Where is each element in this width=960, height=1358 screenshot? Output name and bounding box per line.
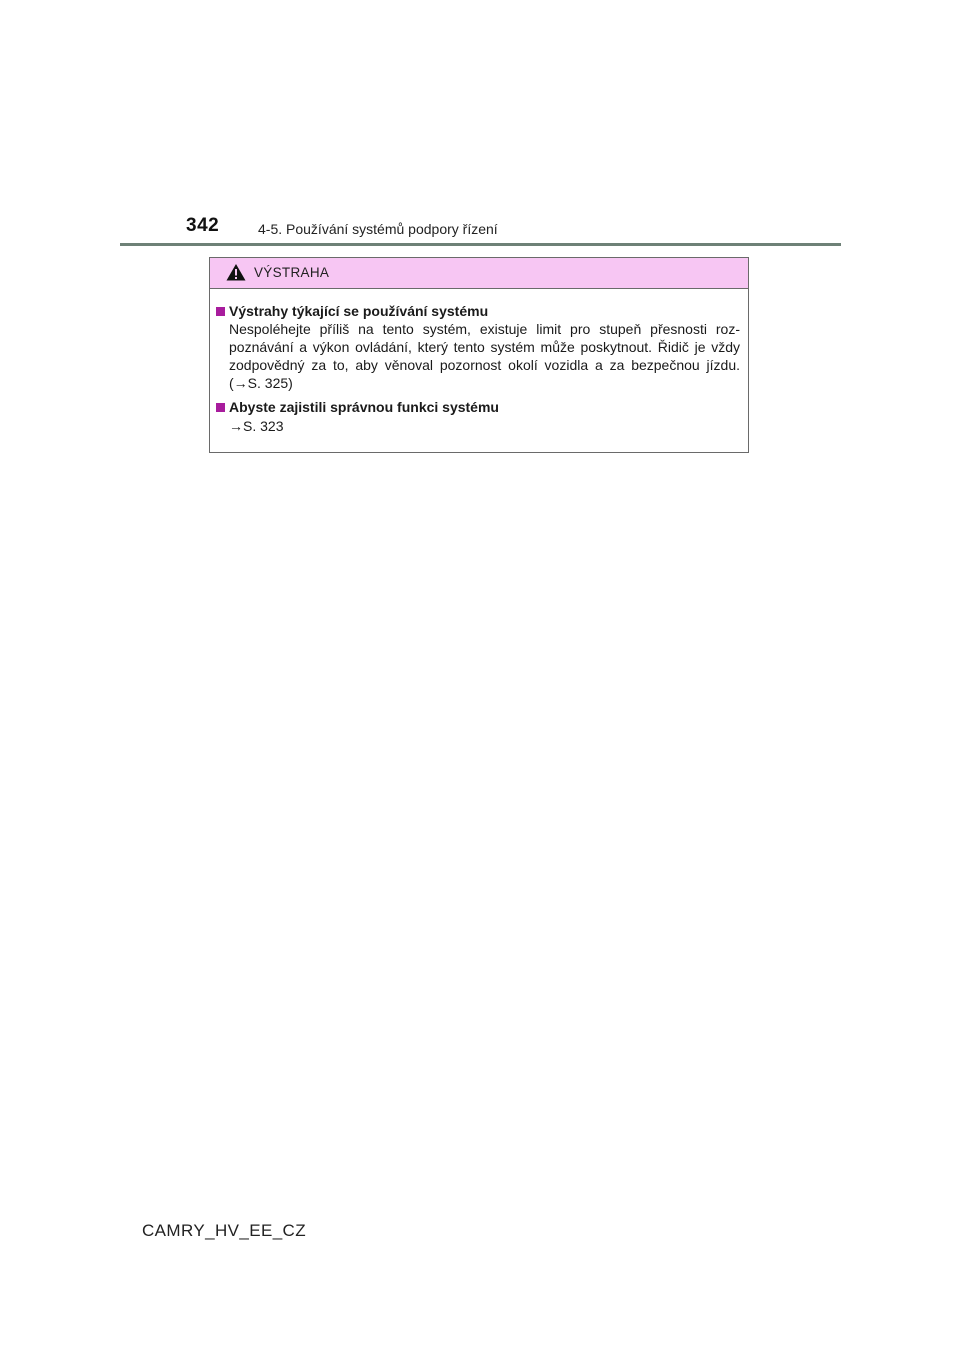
warning-header bbox=[210, 258, 748, 289]
warning-title: VÝSTRAHA bbox=[254, 265, 330, 280]
warning-item-heading-text: Abyste zajistili správnou funkci systému bbox=[229, 399, 499, 415]
square-bullet-icon bbox=[216, 403, 225, 412]
document-code: CAMRY_HV_EE_CZ bbox=[142, 1221, 307, 1240]
warning-triangle-icon bbox=[226, 263, 246, 281]
warning-item bbox=[216, 398, 740, 435]
section-title: 4-5. Používání systémů podpory řízení bbox=[258, 221, 498, 237]
warning-body bbox=[210, 289, 748, 435]
page-reference-link[interactable]: →S. 323 bbox=[229, 418, 284, 434]
page-number: 342 bbox=[186, 215, 220, 236]
warning-item-heading-text: Výstrahy týkající se používání systému bbox=[229, 303, 489, 319]
header-divider bbox=[120, 243, 841, 246]
warning-item-text: Nespoléhejte příliš na tento systém, existuje limit pro stupeň přesnosti roz-poznávání a výkon ovládání, který tento systém může poskytnout. Řidič je vždy zodpovědný za to, aby věnoval pozornost okolí vozidla a za bezpečnou jízdu. (→S. 325) bbox=[229, 321, 740, 391]
warning-box bbox=[209, 257, 749, 453]
warning-item-heading bbox=[216, 302, 740, 320]
square-bullet-icon bbox=[216, 307, 225, 316]
page-header bbox=[0, 0, 960, 250]
warning-item bbox=[216, 302, 740, 392]
warning-item-heading bbox=[216, 398, 740, 416]
